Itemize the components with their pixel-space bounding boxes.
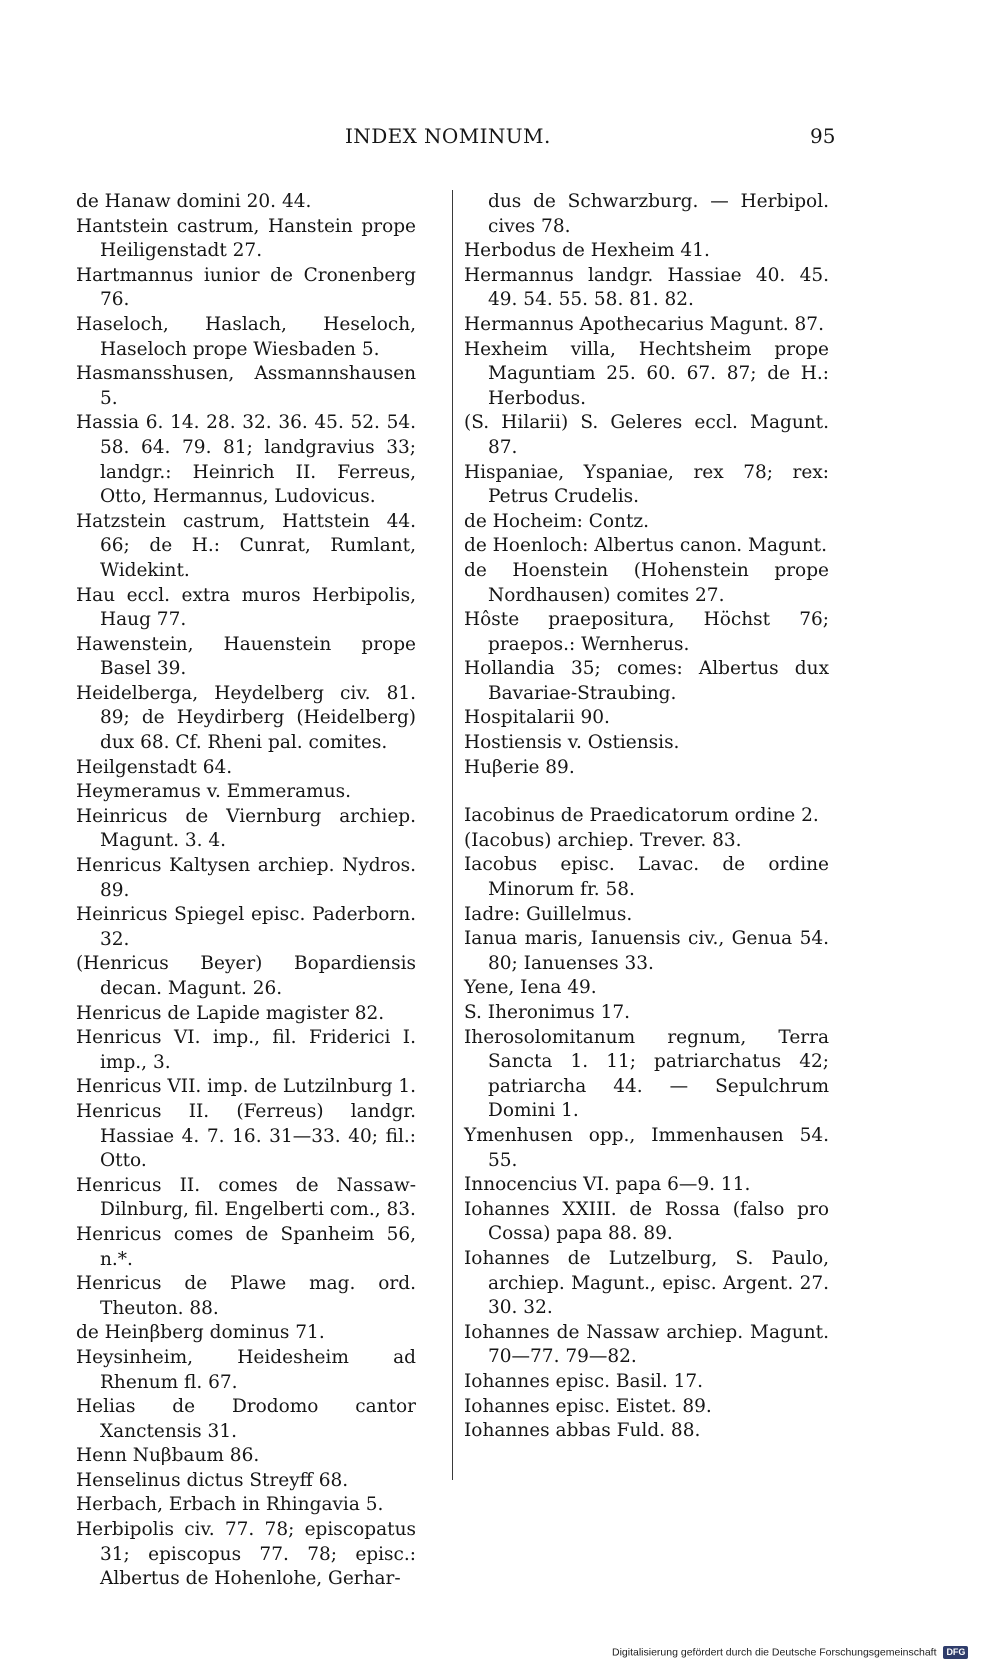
- index-entry: Huβerie 89.: [464, 756, 575, 778]
- index-entry: Innocencius VI. papa 6—9. 11.: [464, 1174, 751, 1196]
- index-entry: Henricus II. comes de Nassaw-Dilnburg, fil. Engelberti com., 83.: [76, 1174, 416, 1221]
- index-entry: Yene, Iena 49.: [464, 977, 597, 999]
- index-entry: de Hocheim: Contz.: [464, 510, 650, 532]
- index-entry: Iohannes episc. Basil. 17.: [464, 1370, 704, 1392]
- index-entry: Henselinus dictus Streyff 68.: [76, 1469, 349, 1491]
- index-entry: Hermannus landgr. Hassiae 40. 45. 49. 54. 55. 58. 81. 82.: [464, 264, 829, 311]
- index-entry: Henn Nuβbaum 86.: [76, 1445, 260, 1467]
- column-divider: [452, 190, 453, 1480]
- index-entry: Henricus II. (Ferreus) landgr. Hassiae 4. 7. 16. 31—33. 40; fil.: Otto.: [76, 1100, 416, 1172]
- index-entry: Iacobinus de Praedicatorum ordine 2.: [464, 805, 819, 827]
- index-entry: Henricus comes de Spanheim 56, n.*.: [76, 1223, 416, 1270]
- index-entry: de Hoenstein (Hohenstein prope Nordhausen) comites 27.: [464, 559, 829, 606]
- index-entry: (S. Hilarii) S. Geleres eccl. Magunt. 87.: [464, 412, 829, 458]
- index-entry: Hau eccl. extra muros Herbipolis, Haug 77.: [76, 584, 416, 631]
- index-entry: de Hanaw domini 20. 44.: [76, 191, 312, 212]
- index-entry: Herbipolis civ. 77. 78; episcopatus 31; episcopus 77. 78; episc.: Albertus de Hohenlohe, Gerhar-: [76, 1519, 416, 1590]
- index-entry: Iohannes abbas Fuld. 88.: [464, 1420, 701, 1442]
- index-entry: Hostiensis v. Ostiensis.: [464, 732, 680, 754]
- index-entry: Herbodus de Hexheim 41.: [464, 240, 710, 262]
- index-entry: Hartmannus iunior de Cronenberg 76.: [76, 264, 416, 311]
- credit-text: Digitalisierung gefördert durch die Deutsche Forschungsgemeinschaft: [612, 1646, 937, 1659]
- index-entry: Iadre: Guillelmus.: [464, 903, 633, 925]
- index-entry: Hexheim villa, Hechtsheim prope Maguntiam 25. 60. 67. 87; de H.: Herbodus.: [464, 338, 829, 409]
- index-entry: Ymenhusen opp., Immenhausen 54. 55.: [464, 1124, 829, 1171]
- index-entry: Hatzstein castrum, Hattstein 44. 66; de H.: Cunrat, Rumlant, Widekint.: [76, 510, 416, 581]
- index-entry: Henricus VII. imp. de Lutzilnburg 1.: [76, 1076, 416, 1098]
- index-entry: Hispaniae, Yspaniae, rex 78; rex: Petrus Crudelis.: [464, 461, 829, 508]
- index-entry: Ianua maris, Ianuensis civ., Genua 54. 80; Ianuenses 33.: [464, 928, 829, 974]
- index-entry: Heinricus Spiegel episc. Paderborn. 32.: [76, 904, 416, 950]
- index-entry: Heilgenstadt 64.: [76, 756, 233, 778]
- index-entry: Hospitalarii 90.: [464, 707, 610, 729]
- index-entry: (Iacobus) archiep. Trever. 83.: [464, 829, 742, 851]
- index-column-left: [76, 190, 416, 1592]
- index-entry: Hassia 6. 14. 28. 32. 36. 45. 52. 54. 58. 64. 79. 81; landgravius 33; landgr.: Heinrich II. Ferreus, Otto, Hermannus, Ludovicus.: [76, 412, 416, 508]
- index-entry: Hantstein castrum, Hanstein prope Heiligenstadt 27.: [76, 215, 416, 262]
- index-entry: Helias de Drodomo cantor Xanctensis 31.: [76, 1396, 416, 1442]
- index-column-right: [464, 190, 829, 1444]
- index-entry: S. Iheronimus 17.: [464, 1002, 631, 1023]
- index-entry: Haseloch, Haslach, Heseloch, Haseloch prope Wiesbaden 5.: [76, 313, 416, 360]
- index-entry: Henricus de Plawe mag. ord. Theuton. 88.: [76, 1273, 416, 1319]
- page-header: [0, 124, 1000, 154]
- index-entry: (Henricus Beyer) Bopardiensis decan. Magunt. 26.: [76, 953, 416, 999]
- index-entry: Iohannes de Lutzelburg, S. Paulo, archiep. Magunt., episc. Argent. 27. 30. 32.: [464, 1247, 829, 1319]
- index-entry: Henricus de Lapide magister 82.: [76, 1002, 385, 1024]
- index-entry: Heidelberga, Heydelberg civ. 81. 89; de Heydirberg (Heidelberg) dux 68. Cf. Rheni pal. comites.: [76, 682, 416, 754]
- dfg-logo: DFG: [943, 1646, 968, 1659]
- index-entry: Heysinheim, Heidesheim ad Rhenum fl. 67.: [76, 1346, 416, 1393]
- index-entry: Henricus VI. imp., fil. Friderici I. imp., 3.: [76, 1027, 416, 1073]
- index-entry: dus de Schwarzburg. — Herbipol. cives 78.: [488, 191, 829, 237]
- index-entry: Heymeramus v. Emmeramus.: [76, 781, 351, 803]
- index-entry: Henricus Kaltysen archiep. Nydros. 89.: [76, 855, 416, 901]
- index-entry: Hasmansshusen, Assmannshausen 5.: [76, 363, 416, 409]
- index-entry: Iohannes XXIII. de Rossa (falso pro Cossa) papa 88. 89.: [464, 1198, 829, 1245]
- index-entry: Hawenstein, Hauenstein prope Basel 39.: [76, 633, 416, 680]
- index-entry: Hôste praepositura, Höchst 76; praepos.: Wernherus.: [464, 609, 829, 655]
- index-entry: de Hoenloch: Albertus canon. Magunt.: [464, 535, 827, 557]
- index-entry: Iherosolomitanum regnum, Terra Sancta 1. 11; patriarchatus 42; patriarcha 44. — Sepulchrum Domini 1.: [464, 1026, 829, 1122]
- index-entry: Iacobus episc. Lavac. de ordine Minorum fr. 58.: [464, 854, 829, 901]
- index-entry: Hermannus Apothecarius Magunt. 87.: [464, 313, 824, 335]
- running-title: INDEX NOMINUM.: [345, 124, 551, 148]
- index-entry: Hollandia 35; comes: Albertus dux Bavariae-Straubing.: [464, 658, 829, 704]
- index-entry: de Heinβberg dominus 71.: [76, 1322, 325, 1344]
- index-entry: Herbach, Erbach in Rhingavia 5.: [76, 1494, 384, 1516]
- index-entry: Iohannes de Nassaw archiep. Magunt. 70—77. 79—82.: [464, 1321, 829, 1368]
- page-number: 95: [810, 124, 836, 148]
- index-entry: Iohannes episc. Eistet. 89.: [464, 1395, 712, 1417]
- digitization-credit: [612, 1646, 972, 1662]
- index-entry: Heinricus de Viernburg archiep. Magunt. 3. 4.: [76, 805, 416, 852]
